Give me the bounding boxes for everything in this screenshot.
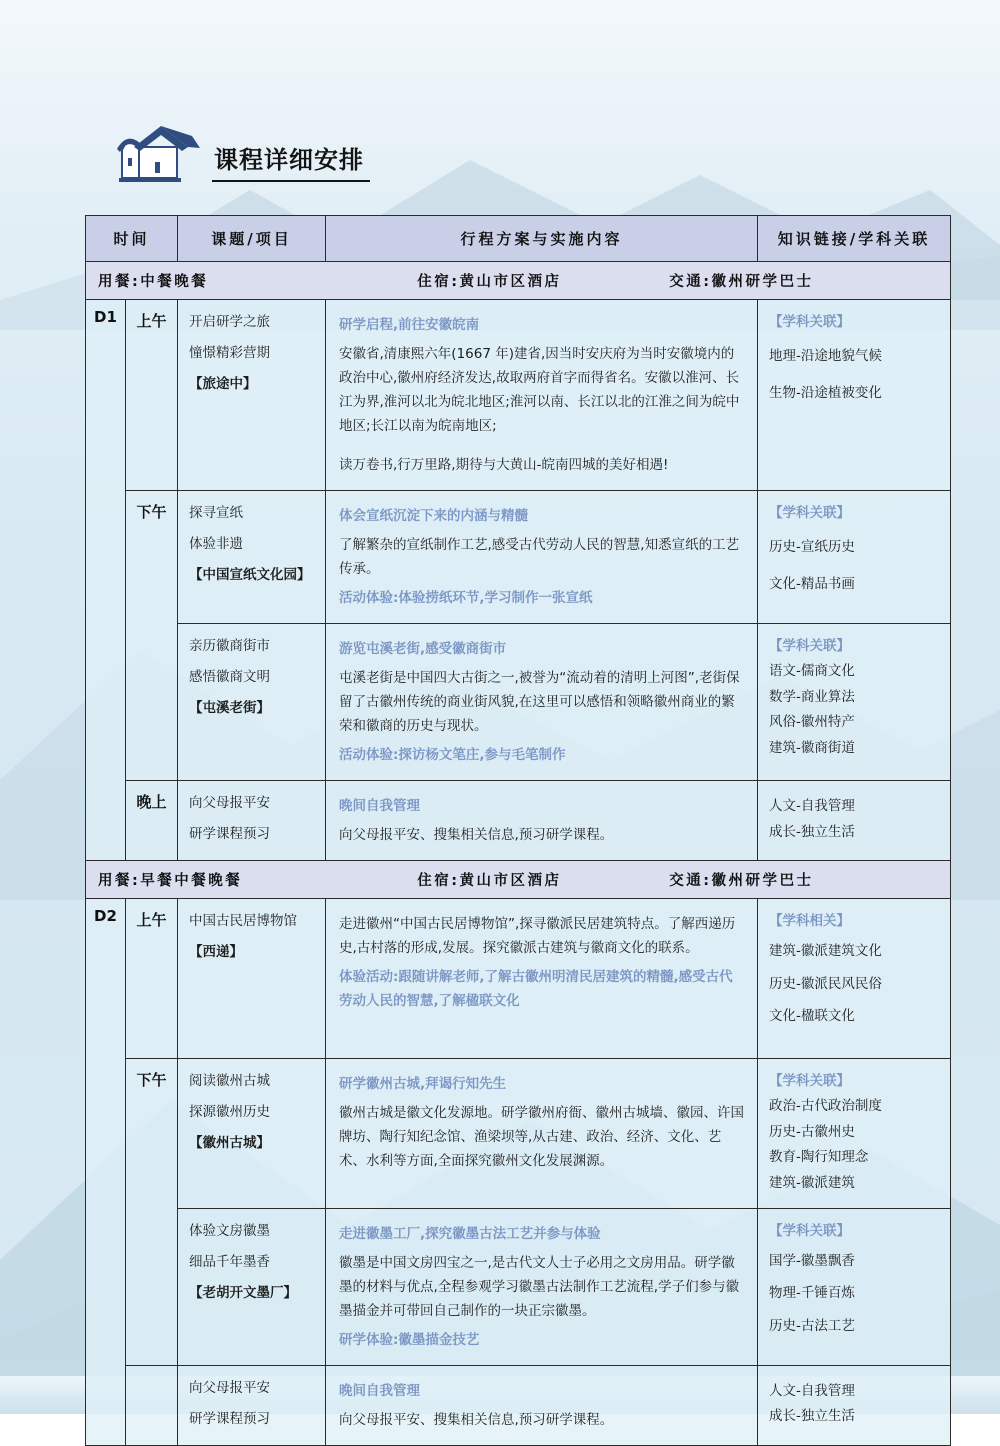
col-header-plan: 行程方案与实施内容 [326,216,758,262]
stay-label: 住宿:黄山市区酒店 [417,274,562,290]
table-header-row [86,216,951,262]
transport-label: 交通:徽州研学巴士 [669,873,814,890]
time-label: 晚上 [126,781,178,861]
meals-label: 用餐:中餐晚餐 [98,274,209,290]
transport-label: 交通:徽州研学巴士 [669,274,814,290]
hui-house-icon [112,116,204,188]
knowledge-cell: 【学科关联】 国学-徽墨飘香 物理-千锤百炼 历史-古法工艺 [758,1208,951,1365]
day-label: D1 [86,300,126,861]
table-row [86,624,951,781]
content-cell: 游览屯溪老街,感受徽商街市 屯溪老街是中国四大古街之一,被誉为“流动着的清明上河图”,老街保留了古徽州传统的商业街风貌,在这里可以感悟和领略徽州商业的繁荣和徽商的历史与现状。 活动体验:探访杨文笔庄,参与毛笔制作 [326,624,758,781]
col-header-knowledge: 知识链接/学科关联 [758,216,951,262]
table-row [86,1365,951,1445]
schedule-table [85,215,951,1446]
col-header-topic: 课题/项目 [178,216,326,262]
time-label: 下午 [126,1059,178,1365]
content-cell: 晚间自我管理 向父母报平安、搜集相关信息,预习研学课程。 [326,781,758,861]
knowledge-cell: 【学科关联】 政治-古代政治制度 历史-古徽州史 教育-陶行知理念 建筑-徽派建筑 [758,1059,951,1208]
topic-cell: 阅读徽州古城 探源徽州历史 【徽州古城】 [178,1059,326,1208]
knowledge-cell: 【学科相关】 建筑-徽派建筑文化 历史-徽派民风民俗 文化-楹联文化 [758,899,951,1059]
knowledge-cell: 【学科关联】 地理-沿途地貌气候 生物-沿途植被变化 [758,300,951,491]
table-row [86,1208,951,1365]
content-heading: 研学启程,前往安徽皖南 [339,317,480,333]
knowledge-cell: 【学科关联】 语文-儒商文化 数学-商业算法 风俗-徽州特产 建筑-徽商街道 [758,624,951,781]
content-cell: 体会宣纸沉淀下来的内涵与精髓 了解繁杂的宣纸制作工艺,感受古代劳动人民的智慧,知悉宣纸的工艺传承。 活动体验:体验捞纸环节,学习制作一张宣纸 [326,491,758,624]
time-label [126,1365,178,1445]
topic-cell: 体验文房徽墨 细品千年墨香 【老胡开文墨厂】 [178,1208,326,1365]
topic-cell: 向父母报平安 研学课程预习 [178,1365,326,1445]
table-row [86,491,951,624]
table-row [86,1059,951,1208]
topic-cell: 开启研学之旅 憧憬精彩营期 【旅途中】 [178,300,326,491]
content-cell: 走进徽州“中国古民居博物馆”,探寻徽派民居建筑特点。了解西递历史,古村落的形成,发展。探究徽派古建筑与徽商文化的联系。 体验活动:跟随讲解老师,了解古徽州明清民居建筑的精髓,感受古代劳动人民的智慧,了解楹联文化 [326,899,758,1059]
topic-cell: 亲历徽商街市 感悟徽商文明 【屯溪老街】 [178,624,326,781]
table-row [86,300,951,491]
knowledge-cell: 人文-自我管理 成长-独立生活 [758,781,951,861]
page-title: 课程详细安排 [212,140,370,182]
meals-label: 用餐:早餐中餐晚餐 [98,873,243,890]
day1-info-band [86,262,951,300]
stay-label: 住宿:黄山市区酒店 [417,873,562,890]
knowledge-cell: 【学科关联】 历史-宣纸历史 文化-精品书画 [758,491,951,624]
topic-cell: 中国古民居博物馆 【西递】 [178,899,326,1059]
content-cell: 研学启程,前往安徽皖南 安徽省,清康熙六年(1667 年)建省,因当时安庆府为当时安徽境内的政治中心,徽州府经济发达,故取两府首字而得省名。安徽以淮河、长江为界,淮河以北为皖北地区;淮河以南、长江以北的江淮之间为皖中地区;长江以南为皖南地区; 读万卷书,行万里路,期待与大黄山-皖南四城的美好相遇! [326,300,758,491]
table-row [86,899,951,1059]
day-label: D2 [86,899,126,1445]
time-label: 下午 [126,491,178,781]
content-cell: 研学徽州古城,拜谒行知先生 徽州古城是徽文化发源地。研学徽州府衙、徽州古城墙、徽园、许国牌坊、陶行知纪念馆、渔梁坝等,从古建、政治、经济、文化、艺术、水利等方面,全面探究徽州文化发展渊源。 [326,1059,758,1208]
time-label: 上午 [126,899,178,1059]
page-header [112,116,370,188]
content-cell: 晚间自我管理 向父母报平安、搜集相关信息,预习研学课程。 [326,1365,758,1445]
knowledge-cell: 人文-自我管理 成长-独立生活 [758,1365,951,1445]
col-header-time: 时间 [86,216,178,262]
table-row [86,781,951,861]
time-label: 上午 [126,300,178,491]
topic-cell: 探寻宣纸 体验非遗 【中国宣纸文化园】 [178,491,326,624]
topic-cell: 向父母报平安 研学课程预习 [178,781,326,861]
day2-info-band [86,861,951,899]
content-cell: 走进徽墨工厂,探究徽墨古法工艺并参与体验 徽墨是中国文房四宝之一,是古代文人士子必用之文房用品。研学徽墨的材料与优点,全程参观学习徽墨古法制作工艺流程,学子们参与徽墨描金并可带回自己制作的一块正宗徽墨。 研学体验:徽墨描金技艺 [326,1208,758,1365]
